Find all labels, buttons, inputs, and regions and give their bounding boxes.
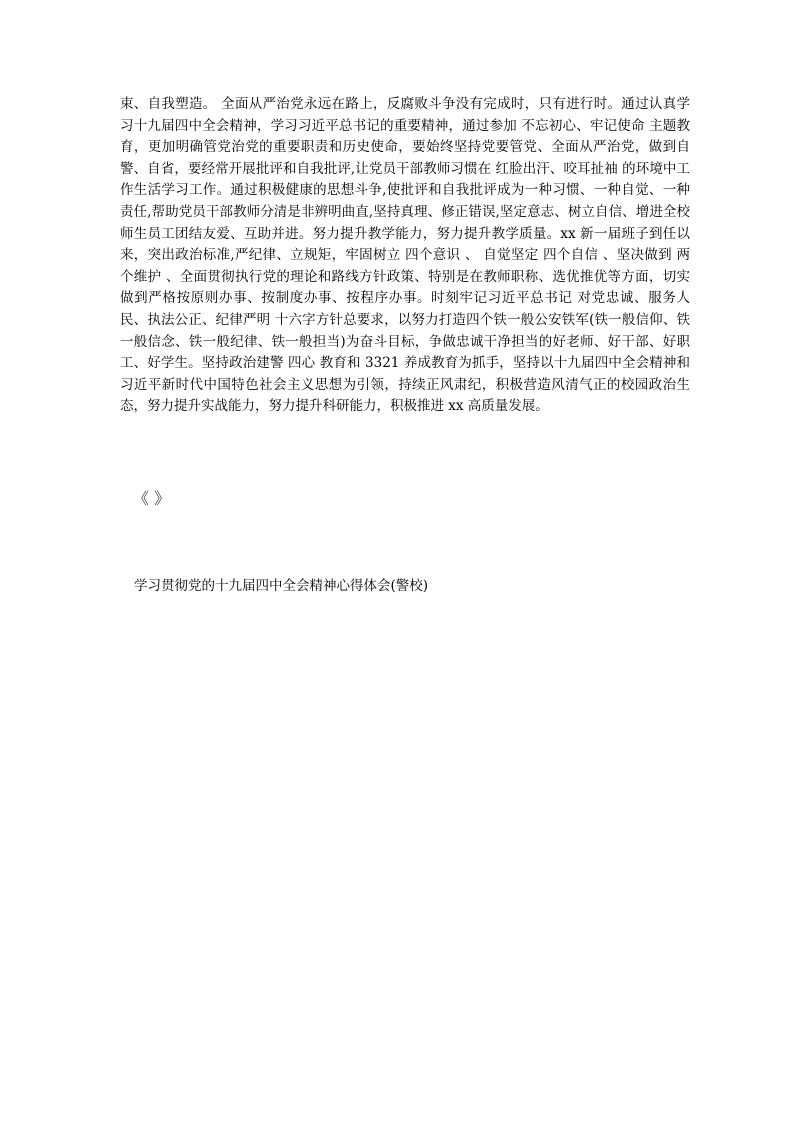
body-paragraph: 束、自我塑造。 全面从严治党永远在路上，反腐败斗争没有完成时，只有进行时。通过认真学习十九届四中全会精神，学习习近平总书记的重要精神，通过参加 不忘初心、牢记使命 主题教育，更加明确管党治党的重要职责和历史使命，要始终坚持党要管党、全面从严治党，做到自警、自省，要经常开展批评和自我批评,让党员干部教师习惯在 红脸出汗、咬耳扯袖 的环境中工作生活学习工作。通过积极健康的思想斗争,使批评和自我批评成为一种习惯、一种自觉、一种责任,帮助党员干部教师分清是非辨明曲直,坚持真理、修正错误,坚定意志、树立自信、增进全校师生员工团结友爱、互助并进。努力提升教学能力，努力提升教学质量。xx 新一届班子到任以来，突出政治标准,严纪律、立规矩，牢固树立 四个意识 、 自觉坚定 四个自信 、坚决做到 两个维护 、全面贯彻执行党的理论和路线方针政策、特别是在教师职称、选优推优等方面，切实做到严格按原则办事、按制度办事、按程序办事。时刻牢记习近平总书记 对党忠诚、服务人民、执法公正、纪律严明 十六字方针总要求，以努力打造四个铁一般公安铁军(铁一般信仰、铁一般信念、铁一般纪律、铁一般担当)为奋斗目标，争做忠诚干净担当的好老师、好干部、好职工、好学生。坚持政治建警 四心 教育和 3321 养成教育为抓手，坚持以十九届四中全会精神和习近平新时代中国特色社会主义思想为引领，持续正风肃纪，积极营造风清气正的校园政治生态，努力提升实战能力，努力提升科研能力，积极推进 xx 高质量发展。 (120, 96, 690, 415)
next-section-title: 学习贯彻党的十九届四中全会精神心得体会(警校) (134, 578, 429, 594)
angle-quote-marks: 《 》 (133, 489, 171, 508)
